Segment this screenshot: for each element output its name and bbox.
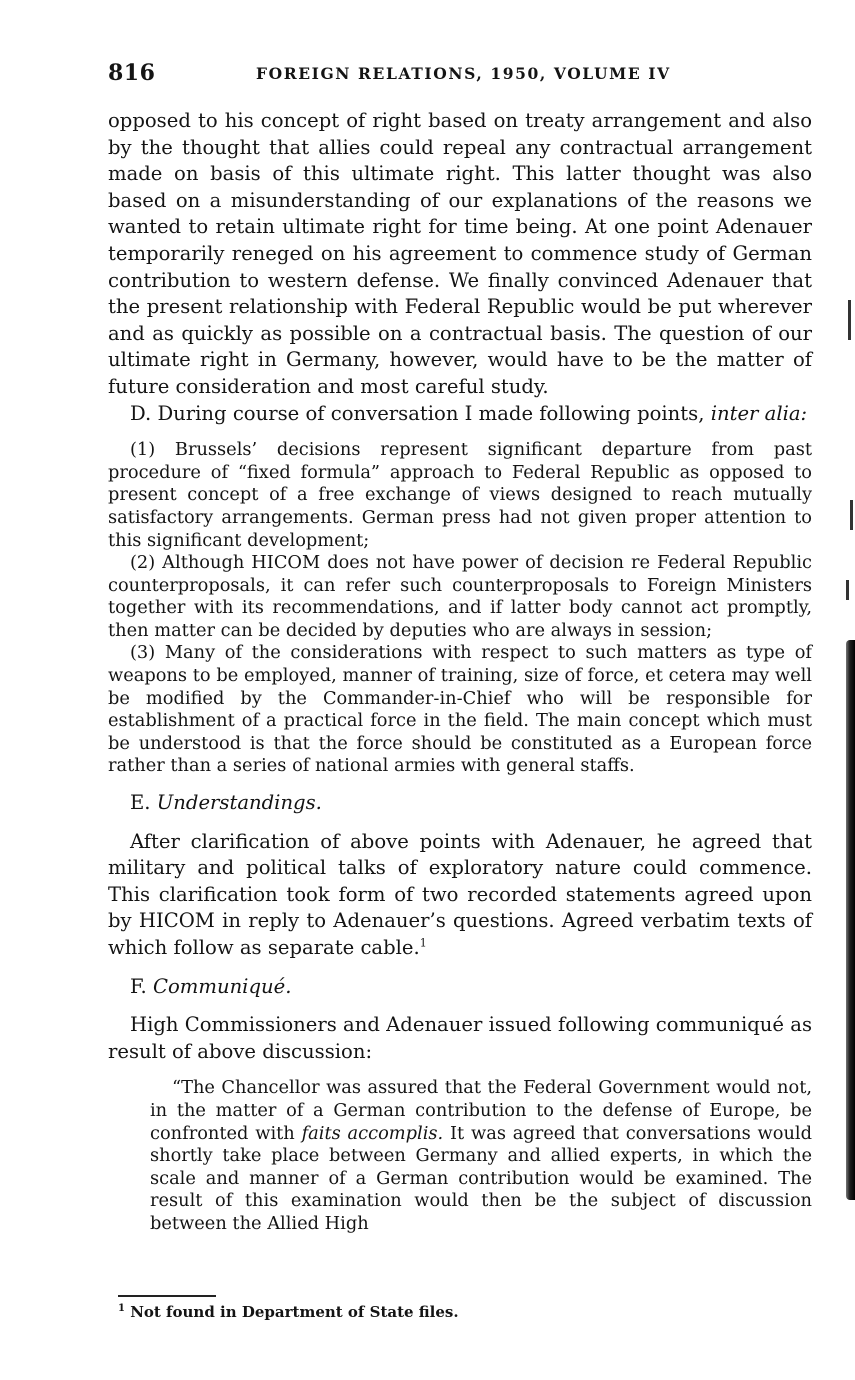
scan-edge-shadow [846, 640, 855, 1200]
section-e-title: Understandings. [156, 791, 322, 815]
quote-italic: faits accomplis. [301, 1122, 444, 1144]
running-head: FOREIGN RELATIONS, 1950, VOLUME IV [256, 64, 671, 83]
footnote-text: Not found in Department of State files. [124, 1303, 459, 1321]
section-e-heading [130, 790, 812, 817]
section-f-title: Communiqué. [153, 974, 292, 998]
footnote-divider [118, 1295, 216, 1297]
body-text [108, 108, 812, 1236]
footnote-reference: 1 [419, 936, 427, 950]
section-e-text: After clarification of above points with Adenauer, he agreed that military and political talks of exploratory nature could commence. This clarification took form of two recorded statements agreed upon by HICOM in reply to Adenauer’s questions. Agreed verbatim texts of which follow as separate cable. [108, 829, 812, 959]
section-e-paragraph [108, 829, 812, 962]
section-e-label: E. [130, 791, 157, 815]
continuation-paragraph: opposed to his concept of right based on treaty arrangement and also by the thought that allies could repeal any contractual arrangement made on basis of this ultimate right. This latter thought was also based on a misunderstanding of our explanations of the reasons we wanted to retain ultimate right for time being. At one point Adenauer temporarily reneged on his agreement to commence study of German contribution to western defense. We finally convinced Adenauer that the present relationship with Federal Republic would be put wherever and as quickly as possible on a contractual basis. The question of our ultimate right in Germany, however, would have to be the matter of future consideration and most careful study. [108, 109, 812, 398]
scan-edge-speck [846, 580, 849, 600]
quote-part-a: “The Chancellor was assured that the Federal Government would not, in the matter of a German contribution to the defense of Europe, be confronted with [150, 1077, 812, 1144]
point-2: (2) Although HICOM does not have power of decision re Federal Republic counterproposals, it can refer such counterproposals to Foreign Ministers together with its recommendations, and if latter body cannot act promptly, then matter can be decided by deputies who are always in session; [108, 552, 812, 641]
communique-quote [150, 1077, 812, 1235]
section-f-label: F. [130, 974, 153, 998]
page-header [108, 60, 810, 90]
footnote-marker: 1 [118, 1303, 125, 1314]
scan-edge-speck [848, 300, 851, 340]
section-d-text: D. During course of conversation I made following points, [130, 401, 711, 425]
footnote [118, 1303, 459, 1321]
section-d-intro [108, 401, 812, 428]
section-f-paragraph: High Commissioners and Adenauer issued following communiqué as result of above discussion: [108, 1013, 812, 1063]
section-d-italic: inter alia: [710, 401, 808, 425]
scan-edge-speck [850, 500, 853, 530]
page-number: 816 [108, 60, 156, 86]
quote-part-b: It was agreed that conversations would shortly take place between Germany and allied experts, in which the scale and manner of a German contribution would be examined. The result of this examination would then be the subject of discussion between the Allied High [150, 1122, 812, 1234]
section-f-heading [130, 974, 812, 1001]
point-3: (3) Many of the considerations with respect to such matters as type of weapons to be employed, manner of training, size of force, et cetera may well be modified by the Commander-in-Chief who will be responsible for establishment of a practical force in the field. The main concept which must be understood is that the force should be constituted as a European force rather than a series of national armies with general staffs. [108, 642, 812, 777]
point-1: (1) Brussels’ decisions represent significant departure from past procedure of “fixed formula” approach to Federal Republic as opposed to present concept of a free exchange of views designed to reach mutually satisfactory arrangements. German press had not given proper attention to this significant development; [108, 439, 812, 551]
